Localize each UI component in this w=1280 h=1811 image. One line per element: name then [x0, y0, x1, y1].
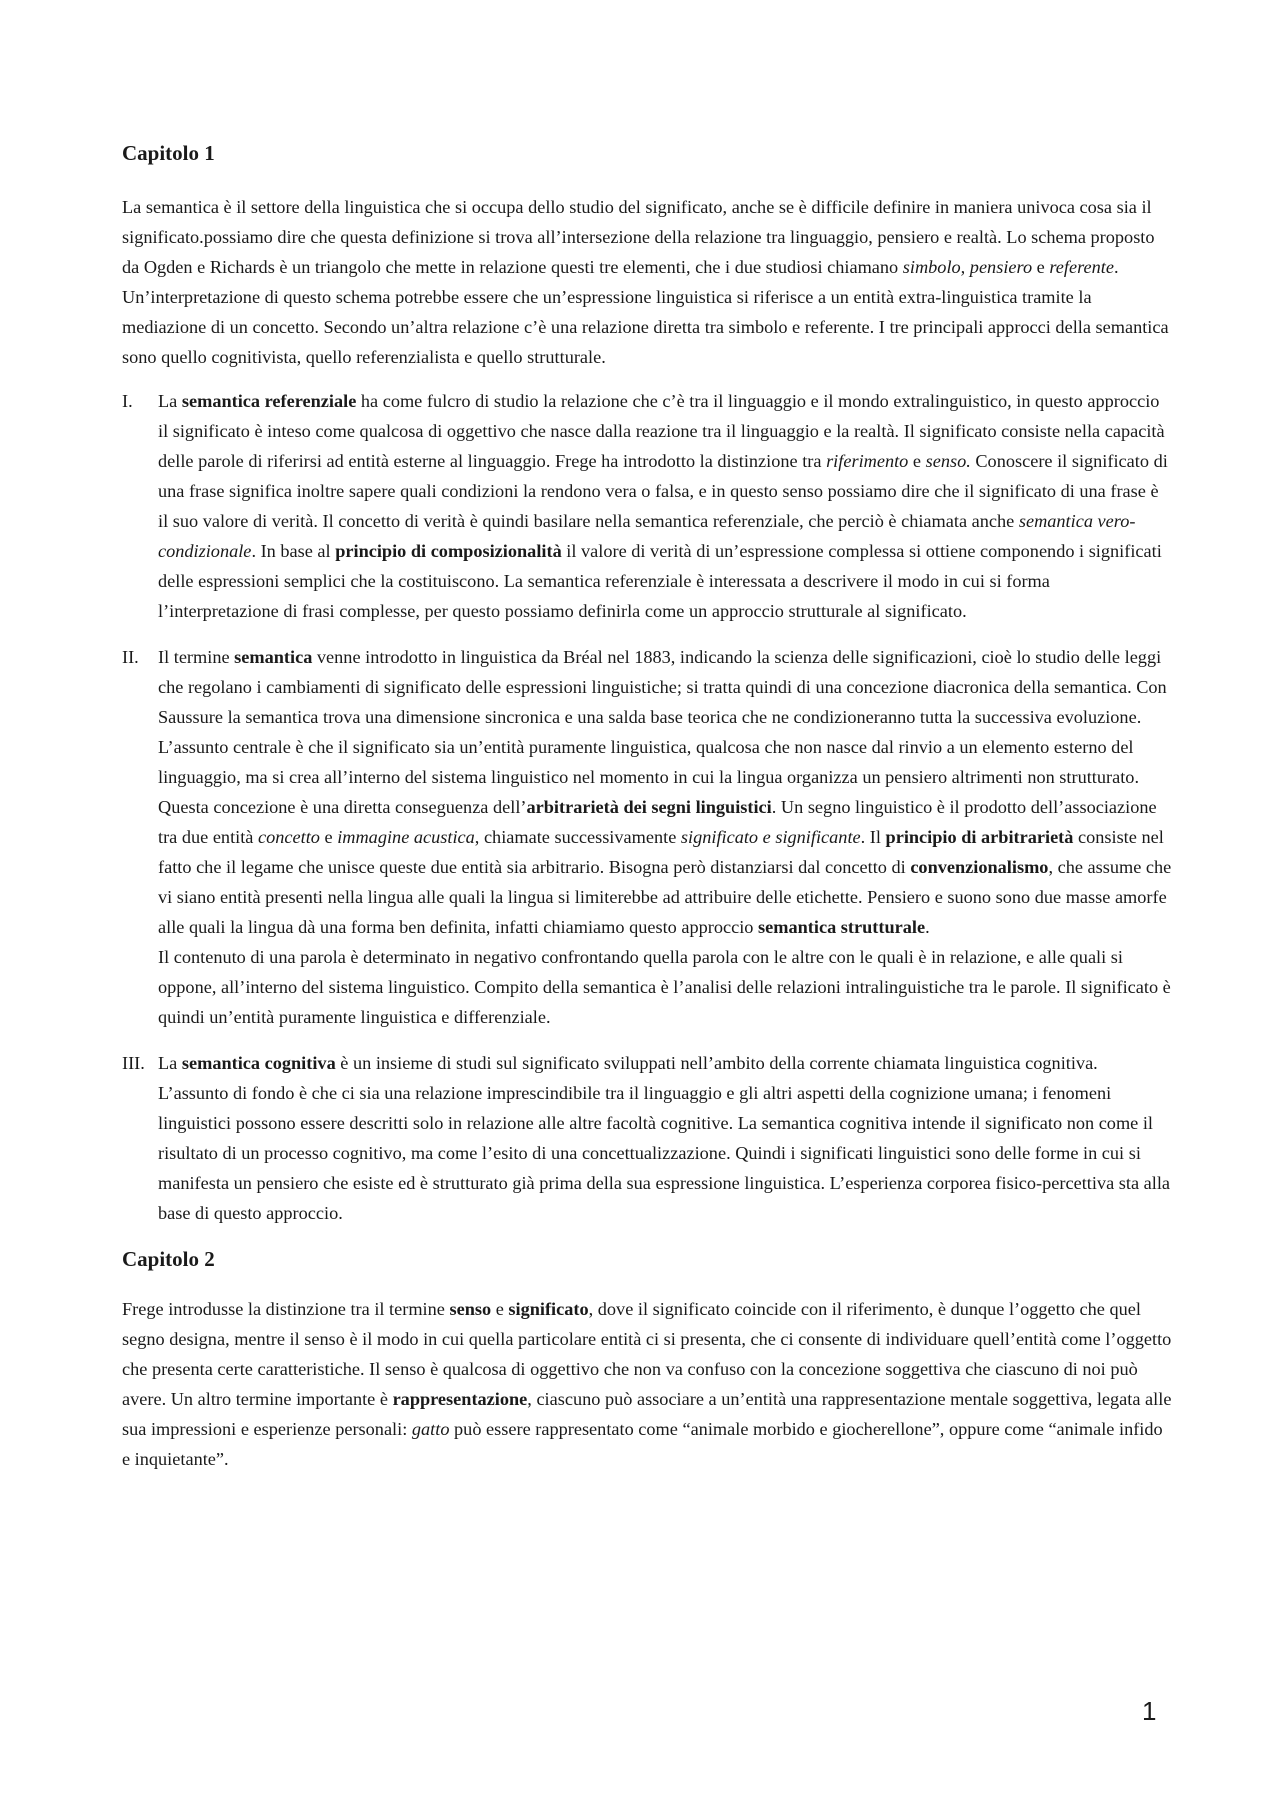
italic-term: significato e significante [680, 827, 861, 847]
chapter-2-title: Capitolo 2 [122, 1247, 215, 1271]
list-item-text: La semantica referenziale ha come fulcro di studio la relazione che c’è tra il linguaggio e il mondo extralinguistico, in questo approccio il significato è inteso come qualcosa di oggettivo che nasce dalla reazione tra il linguaggio e la realtà. Il significato consiste nella capacità delle parole di riferirsi ad entità esterne al linguaggio. Frege ha introdotto la distinzione tra riferimento e senso. Conoscere il significato di una frase significa inoltre sapere quali condizioni la rendono vera o falsa, e in questo senso possiamo dire che il significato di una frase è il suo valore di verità. Il concetto di verità è quindi basilare nella semantica referenziale, che perciò è chiamata anche semantica vero-condizionale. In base al principio di composizionalità il valore di verità di un’espressione complessa si ottiene componendo i significati delle espressioni semplici che la costituiscono. La semantica referenziale è interessata a descrivere il modo in cui si forma l’interpretazione di frasi complesse, per questo possiamo definirla come un approccio strutturale al significato. [158, 391, 1168, 621]
italic-term: semantica vero-condizionale [158, 511, 1136, 561]
list-item-text: La semantica cognitiva è un insieme di studi sul significato sviluppati nell’ambito della corrente chiamata linguistica cognitiva. L’assunto di fondo è che ci sia una relazione imprescindibile tra il linguaggio e gli altri aspetti della cognizione umana; i fenomeni linguistici possono essere descritti solo in relazione alle altre facoltà cognitive. La semantica cognitiva intende il significato non come il risultato di un processo cognitivo, ma come l’esito di una concettualizzazione. Quindi i significati linguistici sono delle forme in cui si manifesta un pensiero che esiste ed è strutturato già prima della sua espressione linguistica. L’esperienza corporea fisico-percettiva sta alla base di questo approccio. [158, 1053, 1171, 1223]
bold-term: significato [508, 1299, 589, 1319]
italic-term: concetto [258, 827, 320, 847]
italic-term: gatto [411, 1419, 450, 1439]
italic-term: senso. [925, 451, 971, 471]
chapter-2-paragraph: Frege introdusse la distinzione tra il termine senso e significato, dove il significato coincide con il riferimento, è dunque l’oggetto che quel segno designa, mentre il senso è il modo in cui quella particolare entità ci si presenta, che ci consente di individuare quell’entità come l’oggetto che presenta certe caratteristiche. Il senso è qualcosa di oggettivo che non va confuso con la concezione soggettiva che ciascuno di noi può avere. Un altro termine importante è rappresentazione, ciascuno può associare a un’entità una rappresentazione mentale soggettiva, legata alle sua impressioni e esperienze personali: gatto può essere rappresentato come “animale morbido e giocherellone”, oppure come “animale infido e inquietante”. [122, 1299, 1172, 1469]
chapter-1-intro: La semantica è il settore della linguistica che si occupa dello studio del significato, anche se è difficile definire in maniera univoca cosa sia il significato.possiamo dire che questa definizione si trova all’intersezione della relazione tra linguaggio, pensiero e realtà. Lo schema proposto da Ogden e Richards è un triangolo che mette in relazione questi tre elementi, che i due studiosi chiamano simbolo, pensiero e referente. Un’interpretazione di questo schema potrebbe essere che un’espressione linguistica si riferisce a un entità extra-linguistica tramite la mediazione di un concetto. Secondo un’altra relazione c’è una relazione diretta tra simbolo e referente. I tre principali approcci della semantica sono quello cognitivista, quello referenzialista e quello strutturale. [122, 197, 1169, 367]
bold-term: convenzionalismo [910, 857, 1049, 877]
list-item-text-continued: Il contenuto di una parola è determinato in negativo confrontando quella parola con le altre con le quali è in relazione, e alle quali si oppone, all’interno del sistema linguistico. Compito della semantica è l’analisi delle relazioni intralinguistiche tra le parole. Il significato è quindi un’entità puramente linguistica e differenziale. [158, 947, 1171, 1027]
bold-term: semantica referenziale [181, 391, 357, 411]
bold-term: semantica [234, 647, 313, 667]
list-item-referential [122, 386, 1172, 626]
approaches-list [122, 386, 1172, 1228]
bold-term: principio di arbitrarietà [885, 827, 1074, 847]
list-number: III. [122, 1053, 145, 1073]
italic-term: referente [1049, 257, 1114, 277]
list-number: II. [122, 647, 139, 667]
page-number: 1 [1142, 1696, 1157, 1726]
bold-term: rappresentazione [392, 1389, 528, 1409]
italic-term: riferimento [826, 451, 909, 471]
list-number: I. [122, 391, 133, 411]
bold-term: senso [449, 1299, 492, 1319]
page-content [122, 138, 1172, 1474]
bold-term: arbitrarietà dei segni linguistici [526, 797, 772, 817]
list-item-text: Il termine semantica venne introdotto in linguistica da Bréal nel 1883, indicando la scienza delle significazioni, cioè lo studio delle leggi che regolano i cambiamenti di significato delle espressioni linguistiche; si tratta quindi di una concezione diacronica della semantica. Con Saussure la semantica trova una dimensione sincronica e una salda base teorica che ne condizioneranno tutta la successiva evoluzione. L’assunto centrale è che il significato sia un’entità puramente linguistica, qualcosa che non nasce dal rinvio a un elemento esterno del linguaggio, ma si crea all’interno del sistema linguistico nel momento in cui la lingua organizza un pensiero altrimenti non strutturato. Questa concezione è una diretta conseguenza dell’arbitrarietà dei segni linguistici. Un segno linguistico è il prodotto dell’associazione tra due entità concetto e immagine acustica, chiamate successivamente significato e significante. Il principio di arbitrarietà consiste nel fatto che il legame che unisce queste due entità sia arbitrario. Bisogna però distanziarsi dal concetto di convenzionalismo, che assume che vi siano entità presenti nella lingua alle quali la lingua si limiterebbe ad attribuire delle etichette. Pensiero e suono sono due masse amorfe alle quali la lingua dà una forma ben definita, infatti chiamiamo questo approccio semantica strutturale. [158, 647, 1172, 937]
italic-term: simbolo, pensiero [902, 257, 1033, 277]
italic-term: immagine acustica [337, 827, 475, 847]
bold-term: semantica strutturale [758, 917, 926, 937]
list-item-structural [122, 642, 1172, 1032]
list-item-cognitive [122, 1048, 1172, 1228]
bold-term: semantica cognitiva [181, 1053, 336, 1073]
bold-term: principio di composizionalità [335, 541, 562, 561]
chapter-1-title: Capitolo 1 [122, 141, 215, 165]
